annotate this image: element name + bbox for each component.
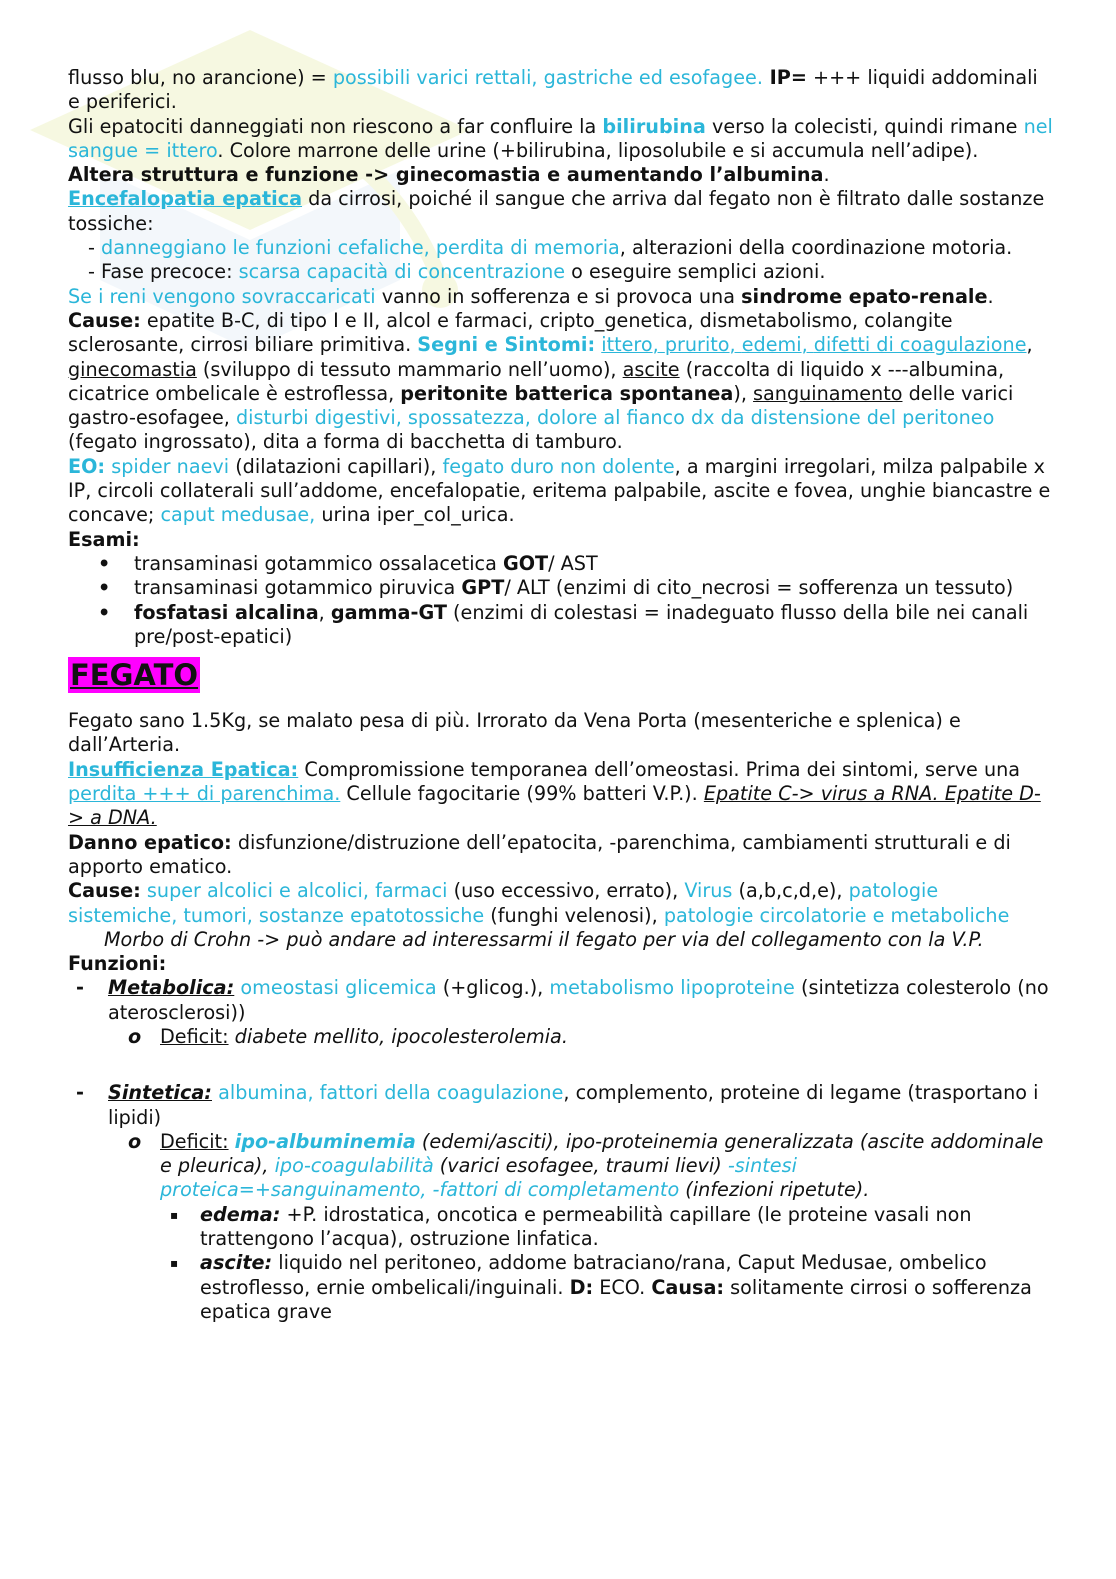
funzioni-heading: Funzioni: xyxy=(68,952,167,976)
paragraph-eo: EO: spider naevi (dilatazioni capillari), fegato duro non dolente, a margini irregolari, milza palpabile x IP, circoli collaterali sull’addome, encefalopatie, eritema palpabile, ascite e fovea, unghie biancastre e concave; caput medusae, urina iper_col_urica. xyxy=(68,454,1051,527)
list-item: o Deficit: diabete mellito, ipocolesterolemia. xyxy=(128,1024,568,1048)
list-item-metabolica: - Metabolica: omeostasi glicemica (+glicog.), metabolismo lipoproteine (sintetizza colesterolo (no aterosclerosi)) xyxy=(76,976,1049,1024)
esami-list xyxy=(68,552,1053,649)
list-item: o Deficit: ipo-albuminemia (edemi/asciti), ipo-proteinemia generalizzata (ascite addominale e pleurica), ipo-coagulabilità (varici esofagee, traumi lievi) -sintesi proteica=+sanguinamento, -fattori di completamento (infezioni ripetute). xyxy=(128,1129,1044,1202)
paragraph-encefalopatia: Encefalopatia epatica da cirrosi, poiché il sangue che arriva dal fegato non è filtrato dalle sostanze tossiche: xyxy=(68,187,1045,235)
list-item: • fosfatasi alcalina, gamma-GT (enzimi di colestasi = inadeguato flusso della bile nei canali pre/post-epatici) xyxy=(134,601,1053,650)
list-item: • transaminasi gotammico ossalacetica GOT/ AST xyxy=(134,552,1053,576)
paragraph-varici: flusso blu, no arancione) = possibili varici rettali, gastriche ed esofagee. IP= +++ liquidi addominali e periferici. xyxy=(68,66,1038,114)
list-item: - Fase precoce: scarsa capacità di concentrazione o eseguire semplici azioni. xyxy=(88,260,826,284)
paragraph-reni: Se i reni vengono sovraccaricati vanno in sofferenza e si provoca una sindrome epato-renale. xyxy=(68,284,994,308)
paragraph-insufficienza: Insufficienza Epatica: Compromissione temporanea dell’omeostasi. Prima dei sintomi, serve una perdita +++ di parenchima. Cellule fagocitarie (99% batteri V.P.). Epatite C-> virus a RNA. Epatite D-> a DNA. xyxy=(68,757,1041,830)
document-page xyxy=(68,66,1053,1324)
list-item-edema: ▪ edema: +P. idrostatica, oncotica e permeabilità capillare (le proteine vasali non trattengono l’acqua), ostruzione linfatica. xyxy=(170,1202,972,1251)
page-title: FEGATO xyxy=(70,658,199,693)
paragraph-altera-struttura: Altera struttura e funzione -> ginecomastia e aumentando l’albumina. xyxy=(68,163,830,187)
list-item-ascite: ▪ ascite: liquido nel peritoneo, addome batraciano/rana, Caput Medusae, ombelico estroflesso, ernie ombelicali/inguinali. D: ECO. Causa: solitamente cirrosi o sofferenza epatica grave xyxy=(170,1251,1032,1323)
paragraph-danno: Danno epatico: disfunzione/distruzione dell’epatocita, -parenchima, cambiamenti strutturali e di apporto ematico. xyxy=(68,830,1011,878)
list-item: - danneggiano le funzioni cefaliche, perdita di memoria, alterazioni della coordinazione motoria. xyxy=(88,236,1013,260)
paragraph-fegato-sano: Fegato sano 1.5Kg, se malato pesa di più. Irrorato da Vena Porta (mesenteriche e splenica) e dall’Arteria. xyxy=(68,709,961,757)
list-item-sintetica: - Sintetica: albumina, fattori della coagulazione, complemento, proteine di legame (trasportano i lipidi) xyxy=(76,1081,1039,1129)
paragraph-cause: Cause: super alcolici e alcolici, farmaci (uso eccessivo, errato), Virus (a,b,c,d,e), patologie sistemiche, tumori, sostanze epatotossiche (funghi velenosi), patologie circolatorie e metaboliche xyxy=(68,879,1010,927)
paragraph-cause-segni: Cause: epatite B-C, di tipo I e II, alcol e farmaci, cripto_genetica, dismetabolismo, colangite sclerosante, cirrosi biliare primitiva. Segni e Sintomi: ittero, prurito, edemi, difetti di coagulazione, ginecomastia (sviluppo di tessuto mammario nell’uomo), ascite (raccolta di liquido x ---albumina, cicatrice ombelicale è estroflessa, peritonite batterica spontanea), sanguinamento delle varici gastro-esofagee, disturbi digestivi, spossatezza, dolore al fianco dx da distensione del peritoneo (fegato ingrossato), dita a forma di bacchetta di tamburo. xyxy=(68,308,1033,454)
paragraph-bilirubina: Gli epatociti danneggiati non riescono a far confluire la bilirubina verso la colecisti, quindi rimane nel sangue = ittero. Colore marrone delle urine (+bilirubina, liposolubile e si accumula nell’adipe). xyxy=(68,114,1053,162)
paragraph-crohn: Morbo di Crohn -> può andare ad interessarmi il fegato per via del collegamento con la V.P. xyxy=(104,927,984,951)
section-title-wrap xyxy=(68,657,1053,693)
list-item: • transaminasi gotammico piruvica GPT/ ALT (enzimi di cito_necrosi = sofferenza un tessuto) xyxy=(134,576,1053,600)
esami-heading: Esami: xyxy=(68,527,140,551)
encefalopatia-link: Encefalopatia epatica xyxy=(68,187,303,211)
